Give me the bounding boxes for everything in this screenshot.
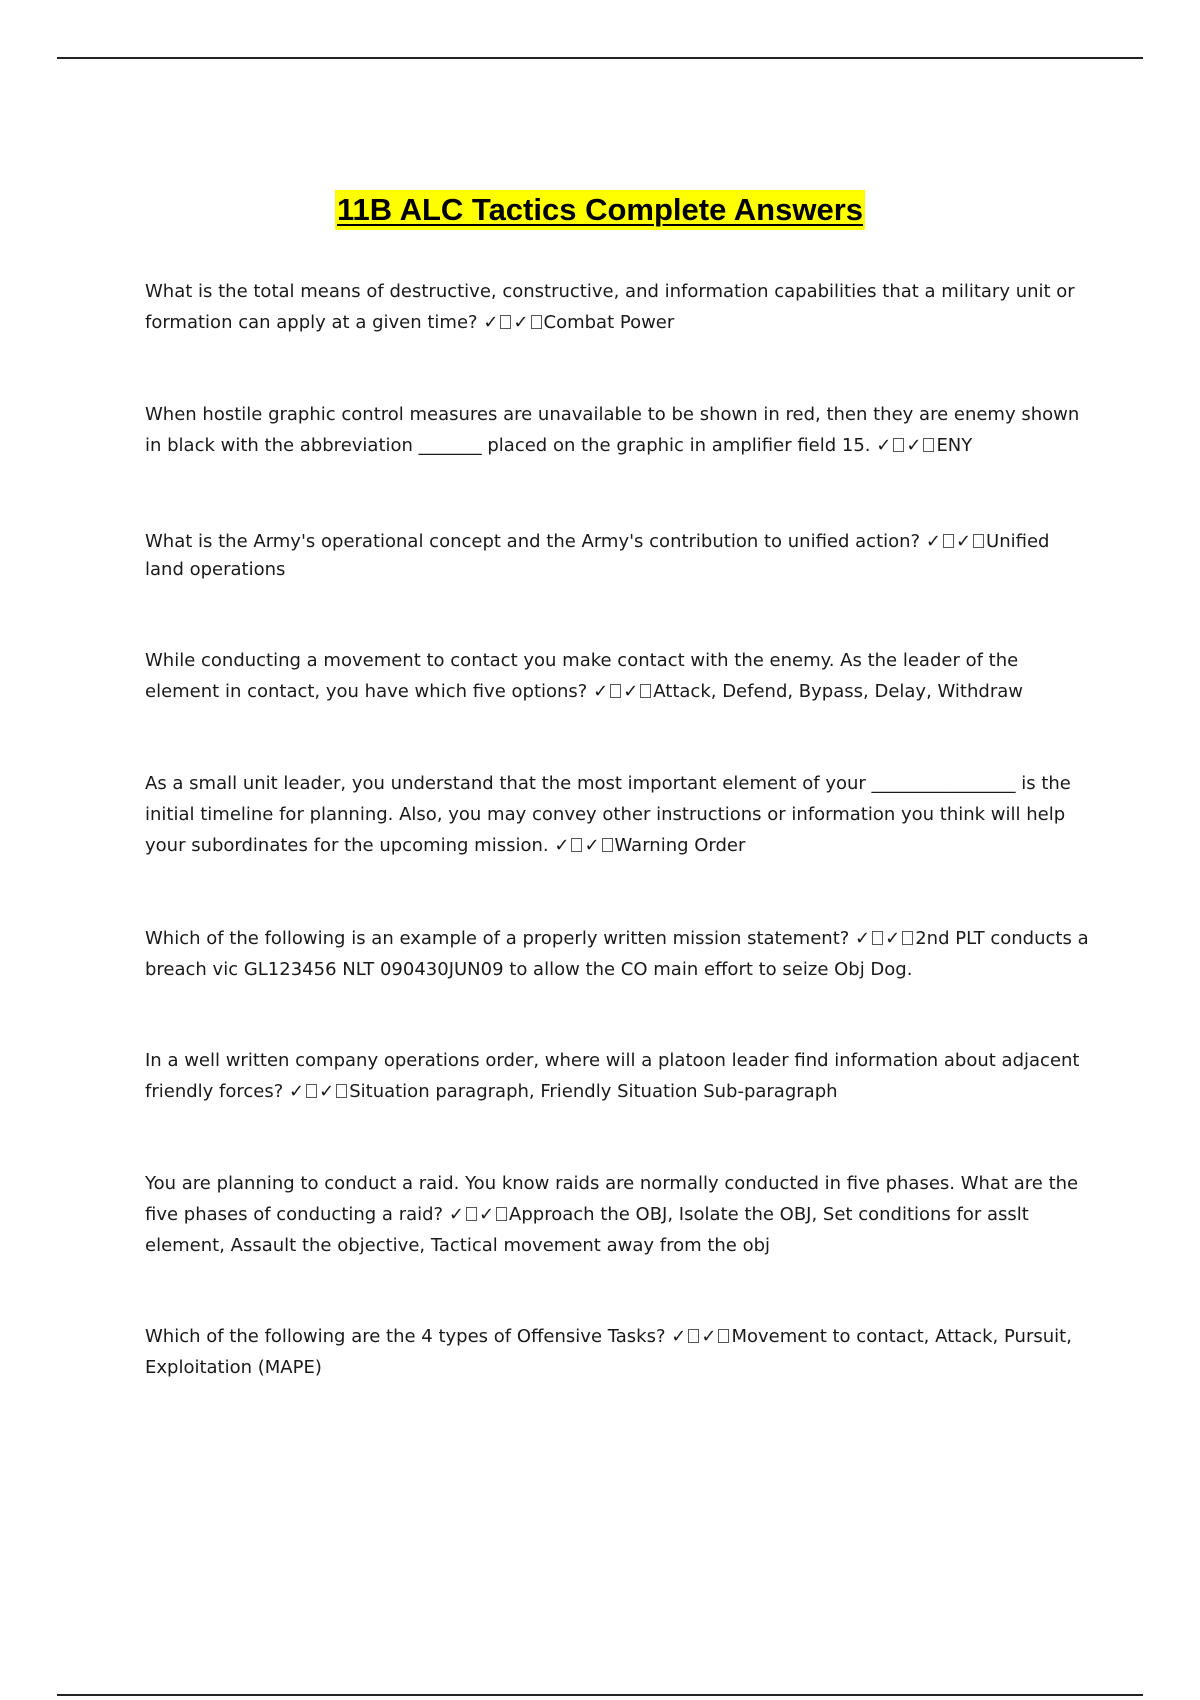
missing-glyph-icon — [640, 684, 651, 698]
check-mark-icon: ✓ — [885, 928, 901, 949]
question-text: While conducting a movement to contact you make contact with the enemy. As the leader of the element in contact, you have which five options? — [145, 650, 1019, 702]
missing-glyph-icon — [466, 1207, 477, 1221]
page-title: 11B ALC Tactics Complete Answers — [335, 190, 865, 230]
answer-text: Warning Order — [614, 835, 746, 856]
missing-glyph-icon — [496, 1207, 507, 1221]
check-mark-icon: ✓ — [855, 928, 871, 949]
missing-glyph-icon — [306, 1084, 317, 1098]
check-mark-icon: ✓ — [448, 1204, 464, 1225]
check-mark-icon: ✓ — [584, 835, 600, 856]
question-text: What is the Army's operational concept and the Army's contribution to unified action? — [145, 531, 921, 552]
top-rule — [57, 57, 1143, 59]
answer-text: Attack, Defend, Bypass, Delay, Withdraw — [653, 681, 1023, 702]
qa-item-8 — [145, 1168, 1090, 1261]
qa-item-5 — [145, 768, 1090, 861]
qa-item-6 — [145, 923, 1090, 985]
answer-text: Combat Power — [543, 312, 675, 333]
qa-item-4 — [145, 645, 1090, 707]
question-text: You are planning to conduct a raid. You know raids are normally conducted in five phases. What are the five phases of conducting a raid? — [145, 1173, 1079, 1225]
question-text: As a small unit leader, you understand that the most important element of your ________________ is the initial timeline for planning. Also, you may convey other instructions or information you think will help your subordinates for the upcoming mission. — [145, 773, 1071, 856]
missing-glyph-icon — [571, 838, 582, 852]
missing-glyph-icon — [893, 438, 904, 452]
qa-item-3 — [145, 528, 1090, 584]
check-mark-icon: ✓ — [483, 312, 499, 333]
qa-item-1 — [145, 276, 1090, 338]
answer-text: Approach the OBJ, Isolate the OBJ, Set conditions for asslt element, Assault the objective, Tactical movement away from the obj — [145, 1204, 1029, 1256]
check-mark-icon: ✓ — [513, 312, 529, 333]
check-mark-icon: ✓ — [925, 531, 941, 552]
missing-glyph-icon — [923, 438, 934, 452]
check-mark-icon: ✓ — [289, 1081, 305, 1102]
check-mark-icon: ✓ — [623, 681, 639, 702]
check-mark-icon: ✓ — [906, 435, 922, 456]
missing-glyph-icon — [872, 931, 883, 945]
answer-text: Unified land operations — [145, 531, 1050, 580]
check-mark-icon: ✓ — [319, 1081, 335, 1102]
missing-glyph-icon — [610, 684, 621, 698]
qa-item-9 — [145, 1321, 1090, 1383]
missing-glyph-icon — [500, 315, 511, 329]
answer-text: Situation paragraph, Friendly Situation Sub-paragraph — [349, 1081, 838, 1102]
question-text: Which of the following are the 4 types of Offensive Tasks? — [145, 1326, 666, 1347]
missing-glyph-icon — [336, 1084, 347, 1098]
answer-text: 2nd PLT conducts a breach vic GL123456 NLT 090430JUN09 to allow the CO main effort to seize Obj Dog. — [145, 928, 1089, 980]
missing-glyph-icon — [902, 931, 913, 945]
missing-glyph-icon — [602, 838, 613, 852]
answer-text: ENY — [936, 435, 973, 456]
question-text: In a well written company operations order, where will a platoon leader find information about adjacent friendly forces? — [145, 1050, 1080, 1102]
check-mark-icon: ✓ — [876, 435, 892, 456]
answer-text: Movement to contact, Attack, Pursuit, Exploitation (MAPE) — [145, 1326, 1072, 1378]
missing-glyph-icon — [688, 1329, 699, 1343]
qa-item-7 — [145, 1045, 1090, 1107]
check-mark-icon: ✓ — [554, 835, 570, 856]
check-mark-icon: ✓ — [671, 1326, 687, 1347]
question-text: What is the total means of destructive, constructive, and information capabilities that a military unit or formation can apply at a given time? — [145, 281, 1075, 333]
missing-glyph-icon — [718, 1329, 729, 1343]
check-mark-icon: ✓ — [478, 1204, 495, 1225]
missing-glyph-icon — [973, 534, 984, 548]
check-mark-icon: ✓ — [701, 1326, 717, 1347]
check-mark-icon: ✓ — [593, 681, 609, 702]
check-mark-icon: ✓ — [955, 531, 972, 552]
missing-glyph-icon — [943, 534, 954, 548]
missing-glyph-icon — [531, 315, 542, 329]
qa-item-2 — [145, 399, 1090, 461]
title-container — [0, 190, 1200, 230]
bottom-rule — [57, 1694, 1143, 1696]
question-text: Which of the following is an example of a properly written mission statement? — [145, 928, 850, 949]
question-text: When hostile graphic control measures are unavailable to be shown in red, then they are enemy shown in black with the abbreviation _______ placed on the graphic in amplifier field 15. — [145, 404, 1080, 456]
